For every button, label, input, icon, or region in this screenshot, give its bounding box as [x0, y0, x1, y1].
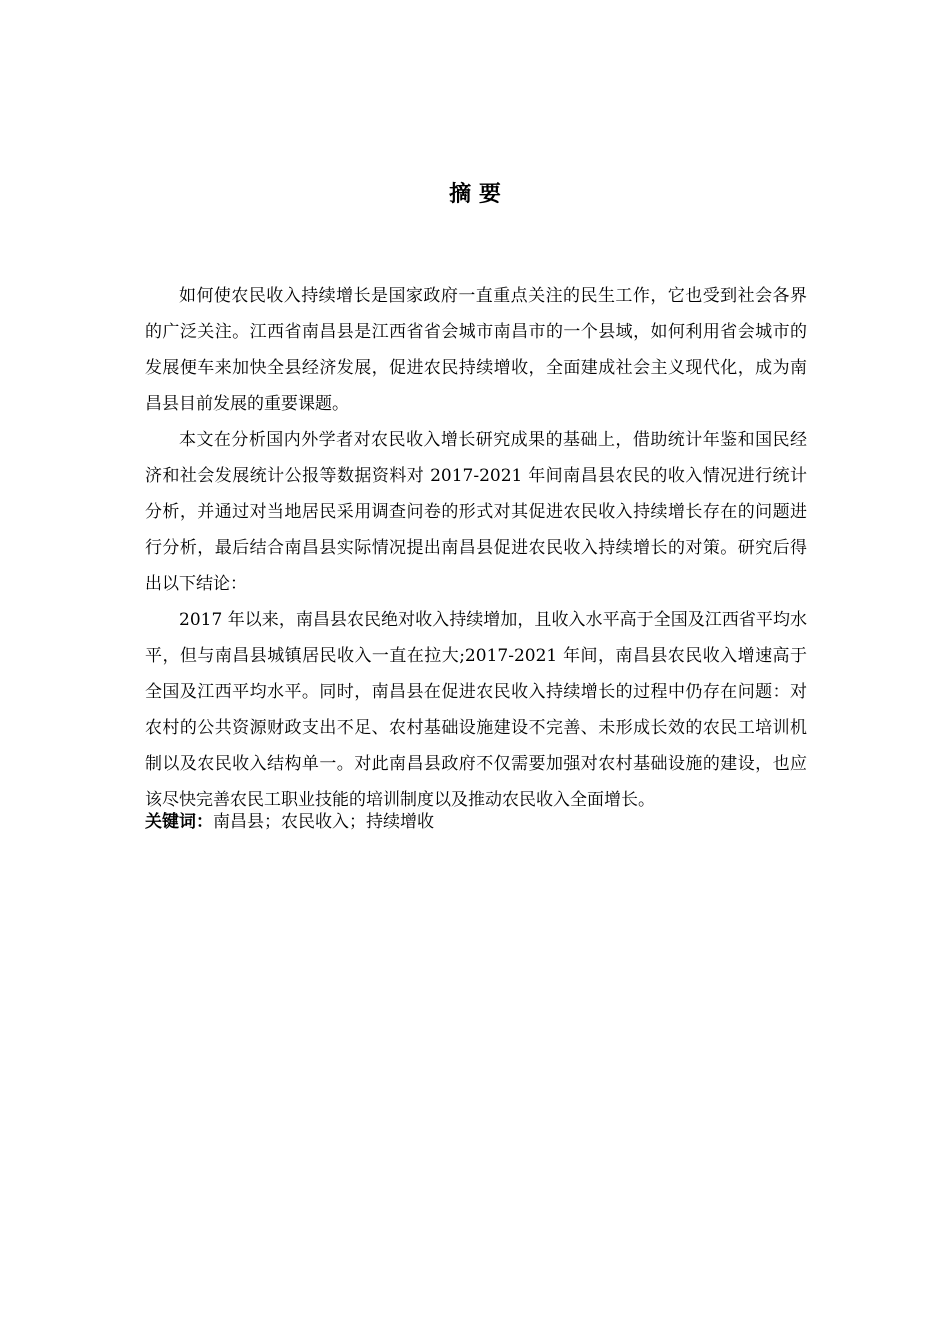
abstract-paragraph-3: 2017 年以来，南昌县农民绝对收入持续增加，且收入水平高于全国及江西省平均水平，但与南昌县城镇居民收入一直在拉大;2017-2021 年间，南昌县农民收入增速高于全国及江西平均水平。同时，南昌县在促进农民收入持续增长的过程中仍存在问题：对农村的公共资源财政支出不足、农村基础设施建设不完善、未形成长效的农民工培训机制以及农民收入结构单一。对此南昌县政府不仅需要加强对农村基础设施的建设，也应该尽快完善农民工职业技能的培训制度以及推动农民收入全面增长。 — [145, 610, 807, 810]
abstract-paragraph-2: 本文在分析国内外学者对农民收入增长研究成果的基础上，借助统计年鉴和国民经济和社会发展统计公报等数据资料对 2017-2021 年间南昌县农民的收入情况进行统计分析，并通过对当地居民采用调查问卷的形式对其促进农民收入持续增长存在的问题进行分析，最后结合南昌县实际情况提出南昌县促进农民收入持续增长的对策。研究后得出以下结论： — [145, 430, 807, 594]
keywords-value: 南昌县；农民收入；持续增收 — [213, 812, 434, 832]
keywords-line — [145, 804, 807, 840]
abstract-title: 摘 要 — [449, 182, 501, 207]
keywords-label: 关键词： — [145, 812, 213, 832]
abstract-paragraph-1: 如何使农民收入持续增长是国家政府一直重点关注的民生工作，它也受到社会各界的广泛关注。江西省南昌县是江西省省会城市南昌市的一个县域，如何利用省会城市的发展便车来加快全县经济发展，促进农民持续增收，全面建成社会主义现代化，成为南昌县目前发展的重要课题。 — [145, 286, 807, 414]
abstract-body — [145, 278, 807, 818]
